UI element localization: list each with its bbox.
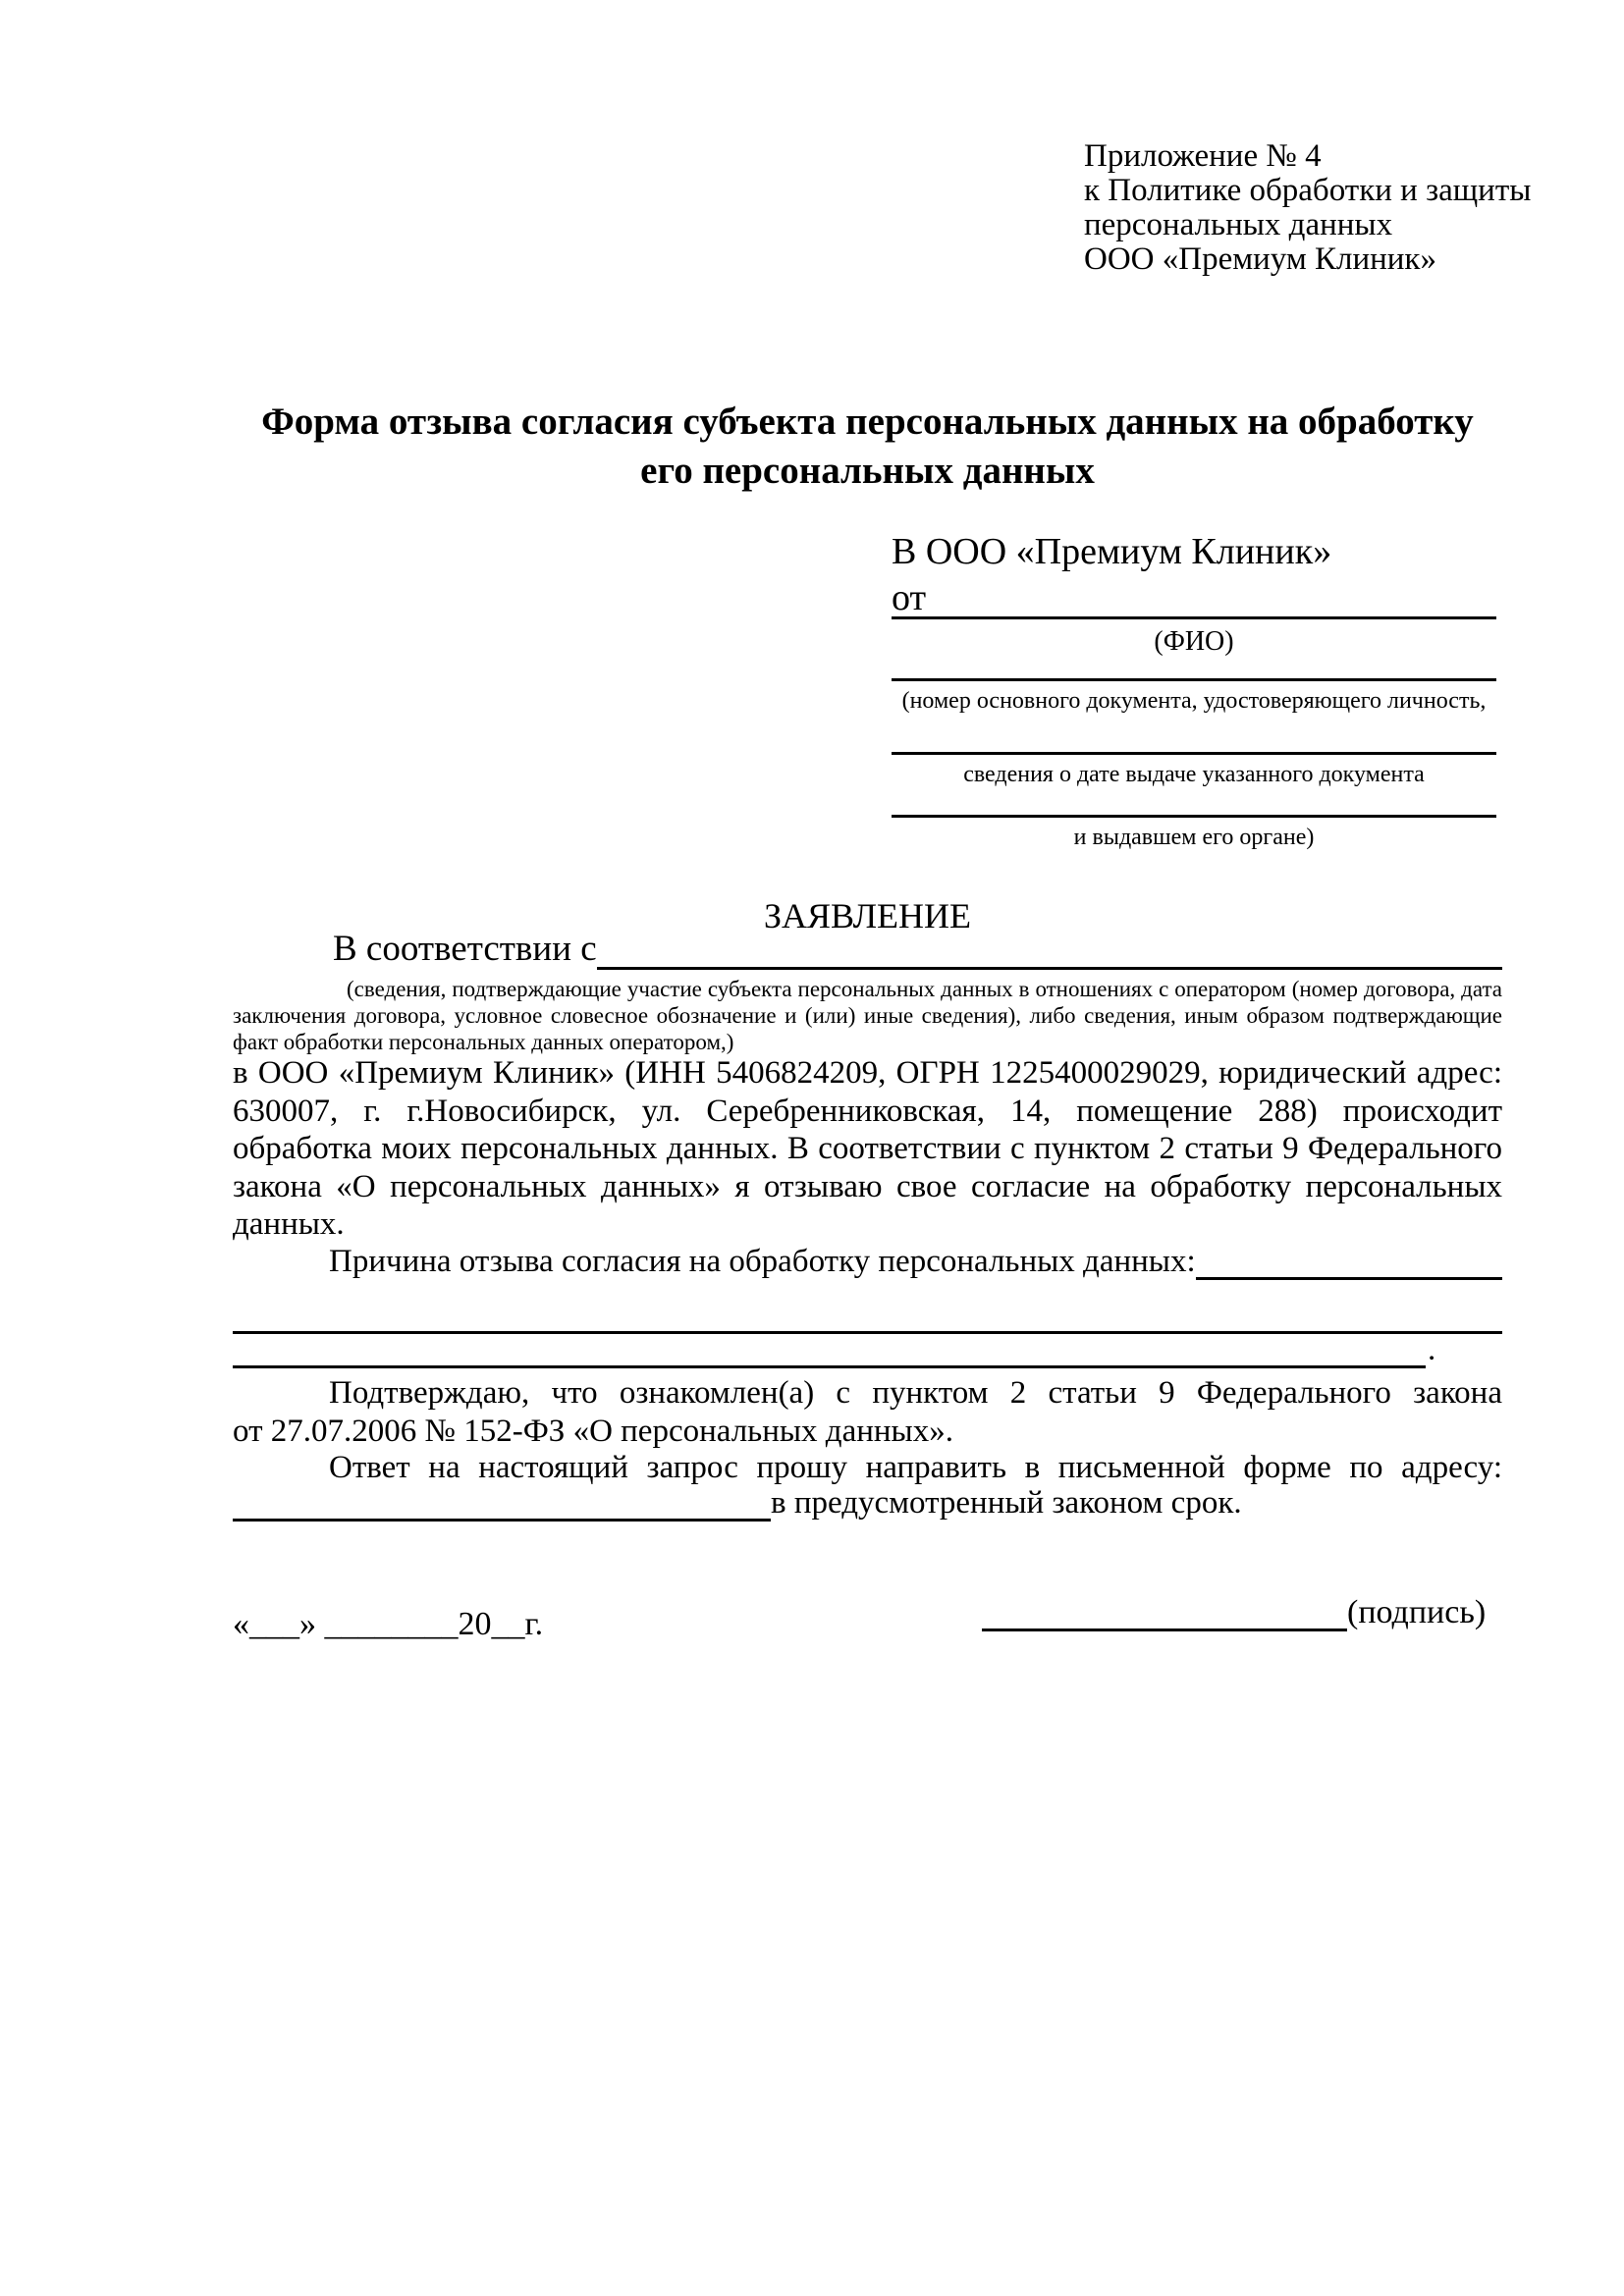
reason-blank-line-2 xyxy=(233,1331,1502,1334)
confirm-line-2: от 27.07.2006 № 152-ФЗ «О персональных данных». xyxy=(233,1413,953,1449)
addressee-from-label: от xyxy=(892,577,927,618)
appendix-line: ООО «Премиум Клиник» xyxy=(1084,241,1436,277)
doc-number-blank-line xyxy=(892,678,1496,681)
response-row-2 xyxy=(233,1484,1502,1522)
date-blank-line: «___» ________20__г. xyxy=(233,1606,544,1642)
appendix-line: к Политике обработки и защиты xyxy=(1084,173,1532,208)
reason-blank-row-3 xyxy=(233,1332,1502,1368)
accordance-row xyxy=(233,929,1502,970)
issue-date-blank-line xyxy=(892,752,1496,755)
fio-blank-line xyxy=(892,616,1496,619)
response-suffix: в предусмотренный законом срок. xyxy=(771,1485,1242,1521)
appendix-block xyxy=(1084,139,1531,277)
confirm-line-1: Подтверждаю, что ознакомлен(а) с пунктом 2 статьи 9 Федерального закона xyxy=(329,1375,1502,1411)
response-line-1: Ответ на настоящий запрос прошу направить в письменной форме по адресу: xyxy=(329,1450,1502,1485)
confirm-paragraph xyxy=(233,1374,1502,1450)
accordance-blank-line xyxy=(597,929,1502,970)
reason-row xyxy=(233,1241,1502,1280)
doc-number-caption: (номер основного документа, удостоверяющего личность, xyxy=(901,688,1487,714)
appendix-line: персональных данных xyxy=(1084,207,1393,242)
reason-blank-line-3 xyxy=(233,1335,1426,1368)
reason-blank-line xyxy=(1196,1241,1502,1280)
issue-authority-blank-line xyxy=(892,815,1496,818)
form-title: Форма отзыва согласия субъекта персональных данных на обработку его персональных данных xyxy=(261,400,1474,492)
signature-blank-line xyxy=(982,1590,1347,1631)
body-paragraph: в ООО «Премиум Клиник» (ИНН 5406824209, ОГРН 1225400029029, юридический адрес: 630007, г. г.Новосибирск, ул. Серебренниковская, 14, помещение 288) происходит обработка моих персональных данных. В соответствии с пунктом 2 статьи 9 Федерального закона «О персональных данных» я отзываю свое согласие на обработку персональных данных. xyxy=(233,1055,1502,1242)
statement-heading: ЗАЯВЛЕНИЕ xyxy=(763,896,972,935)
reason-period: . xyxy=(1428,1332,1436,1367)
issue-authority-caption: и выдавшем его органе) xyxy=(1073,825,1315,850)
appendix-line: Приложение № 4 xyxy=(1084,138,1322,174)
reason-label: Причина отзыва согласия на обработку персональных данных: xyxy=(329,1244,1196,1279)
signature-caption: (подпись) xyxy=(1347,1594,1487,1630)
signature-group xyxy=(982,1590,1486,1631)
accordance-label: В соответствии с xyxy=(333,929,597,969)
fio-caption: (ФИО) xyxy=(1154,626,1234,657)
accordance-note: (сведения, подтверждающие участие субъекта персональных данных в отношениях с оператором (номер договора, дата заключения договора, условное словесное обозначение и (или) иные сведения), либо сведения, иным образом подтверждающие факт обработки персональных данных оператором,) xyxy=(233,977,1502,1054)
issue-date-caption: сведения о дате выдаче указанного документа xyxy=(963,762,1425,787)
addressee-org: В ООО «Премиум Клиник» xyxy=(892,531,1332,572)
address-blank-line xyxy=(233,1484,771,1522)
